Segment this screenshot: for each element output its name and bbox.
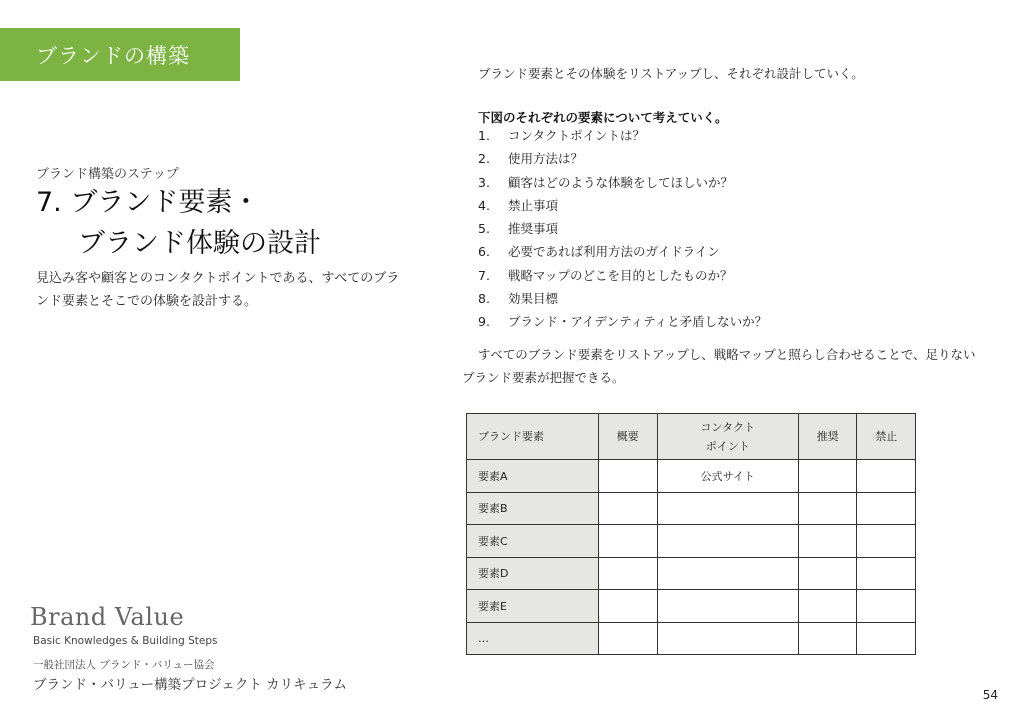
header-contact-line2: ポイント [705, 439, 750, 453]
list-item-text: コンタクトポイントは？ [508, 128, 646, 143]
header-overview: 概要 [599, 414, 658, 460]
cell-contact [657, 492, 798, 525]
cell-prohibited [857, 460, 916, 493]
list-item [478, 124, 767, 147]
list-item [478, 240, 767, 263]
cell-contact [657, 525, 798, 558]
list-item [478, 217, 767, 240]
cell-recommended [798, 590, 857, 623]
step-title-line1: 7. ブランド要素・ [36, 187, 260, 218]
row-label: … [467, 622, 599, 655]
cell-recommended [798, 525, 857, 558]
organization-name: 一般社団法人 ブランド・バリュー協会 [33, 659, 215, 671]
cell-contact [657, 557, 798, 590]
intro-text: ブランド要素とその体験をリストアップし、それぞれ設計していく。 [478, 66, 864, 81]
list-item-number: 6. [478, 244, 490, 260]
list-item-text: 顧客はどのような体験をしてほしいか？ [508, 174, 734, 190]
list-item [478, 194, 767, 217]
cell-overview [599, 525, 658, 558]
list-item-text: ブランド・アイデンティティと矛盾しないか？ [508, 314, 768, 330]
list-item-number: 9. [478, 314, 490, 330]
step-caption: ブランド構築のステップ [36, 167, 179, 182]
table-row [467, 525, 916, 558]
list-item-text: 戦略マップのどこを目的としたものか？ [508, 267, 733, 283]
table-row [467, 590, 916, 623]
row-label: 要素C [467, 525, 599, 558]
list-item-number: 2. [478, 151, 490, 167]
list-item-number: 5. [478, 221, 490, 237]
list-item-number: 3. [478, 174, 490, 190]
list-item [478, 147, 767, 170]
step-title-line2: ブランド体験の設計 [78, 228, 321, 259]
cell-overview [599, 557, 658, 590]
list-item [478, 171, 767, 194]
cell-recommended [798, 557, 857, 590]
cell-contact [657, 622, 798, 655]
table-row [467, 557, 916, 590]
header-contact-line1: コンタクト [700, 420, 755, 434]
cell-overview [599, 622, 658, 655]
step-lead: 見込み客や顧客とのコンタクトポイントである、すべてのブランド要素とそこでの体験を設計する。 [36, 271, 400, 309]
brand-element-table [466, 413, 916, 655]
cell-recommended [798, 492, 857, 525]
summary-text: すべてのブランド要素をリストアップし、戦略マップと照らし合わせることで、足りないブランド要素が把握できる。 [462, 347, 976, 385]
list-item-number: 8. [478, 291, 490, 307]
list-item-number: 1. [478, 128, 490, 143]
row-label: 要素B [467, 492, 599, 525]
cell-contact: 公式サイト [657, 460, 798, 493]
list-item-text: 推奨事項 [508, 221, 559, 237]
list-item-number: 4. [478, 197, 490, 213]
cell-prohibited [857, 492, 916, 525]
table-row [467, 492, 916, 525]
list-item [478, 287, 767, 310]
table-header-row [467, 414, 916, 460]
cell-overview [599, 492, 658, 525]
list-item-number: 7. [478, 267, 490, 283]
list-item-text: 必要であれば利用方法のガイドライン [508, 244, 720, 260]
cell-prohibited [857, 525, 916, 558]
cell-prohibited [857, 590, 916, 623]
curriculum-title: ブランド・バリュー構築プロジェクト カリキュラム [33, 677, 347, 693]
list-heading: 下図のそれぞれの要素について考えていく。 [478, 110, 728, 125]
list-item-text: 効果目標 [508, 291, 559, 307]
cell-contact [657, 590, 798, 623]
cell-overview [599, 460, 658, 493]
list-item-text: 使用方法は？ [508, 151, 584, 167]
row-label: 要素D [467, 557, 599, 590]
row-label: 要素A [467, 460, 599, 493]
list-item-text: 禁止事項 [508, 197, 559, 213]
header-prohibited: 禁止 [857, 414, 916, 460]
list-item [478, 264, 767, 287]
cell-prohibited [857, 557, 916, 590]
cell-prohibited [857, 622, 916, 655]
header-contact-point [657, 414, 798, 460]
cell-overview [599, 590, 658, 623]
header-element: ブランド要素 [467, 414, 599, 460]
cell-recommended [798, 622, 857, 655]
cell-recommended [798, 460, 857, 493]
brand-tagline: Basic Knowledges & Building Steps [33, 635, 218, 647]
section-tab [0, 28, 240, 81]
question-list [478, 124, 767, 334]
header-recommended: 推奨 [798, 414, 857, 460]
row-label: 要素E [467, 590, 599, 623]
brand-value-logo: Brand Value [30, 603, 185, 631]
table-row [467, 622, 916, 655]
step-title [36, 182, 321, 264]
page-number: 54 [982, 688, 998, 702]
list-item [478, 310, 767, 333]
section-tab-label: ブランドの構築 [36, 43, 190, 68]
table-row [467, 460, 916, 493]
